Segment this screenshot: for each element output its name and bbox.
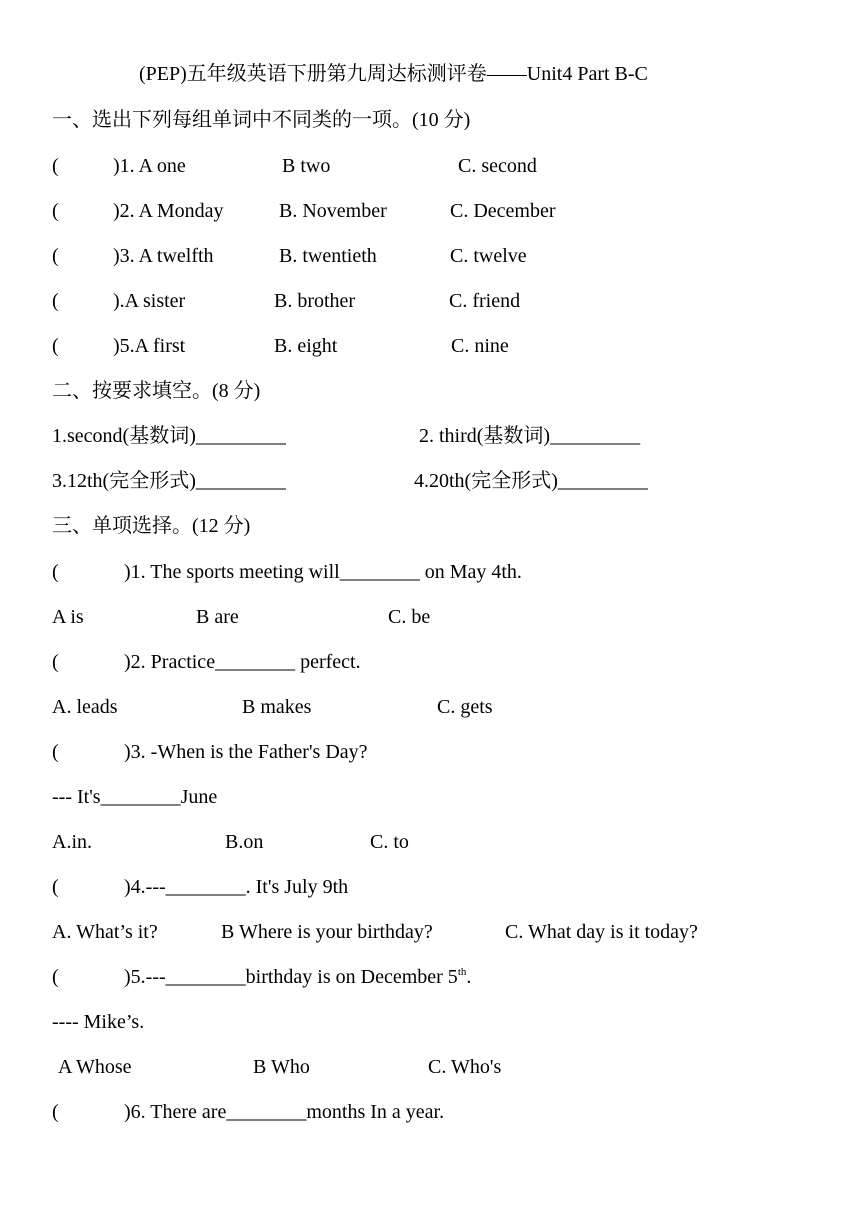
option-a: )1. A one [113, 155, 186, 177]
option-b: B two [282, 155, 331, 177]
answer-paren: ( [52, 1101, 59, 1123]
answer-paren: ( [52, 290, 59, 312]
question-stem: )4.---________. It's July 9th [124, 876, 349, 898]
option-b: B. November [279, 200, 387, 222]
option-c: C. gets [437, 696, 493, 718]
option-b: B. brother [274, 290, 356, 312]
worksheet-title: (PEP)五年级英语下册第九周达标测评卷——Unit4 Part B-C [139, 63, 648, 85]
question-answer-line: ---- Mike’s. [52, 1011, 145, 1033]
question-stem: )3. -When is the Father's Day? [124, 741, 368, 763]
option-a: A Whose [58, 1056, 132, 1078]
question-stem [124, 965, 471, 989]
fill-item-1: 1.second(基数词)_________ [52, 425, 286, 447]
answer-paren: ( [52, 966, 59, 988]
option-c: C. second [458, 155, 537, 177]
answer-paren: ( [52, 876, 59, 898]
option-c: C. friend [449, 290, 521, 312]
option-b: B.on [225, 831, 264, 853]
option-b: B makes [242, 696, 312, 718]
answer-paren: ( [52, 741, 59, 763]
option-a: )5.A first [113, 335, 186, 357]
option-a: A.in. [52, 831, 92, 853]
section3-heading: 三、单项选择。(12 分) [52, 515, 251, 537]
option-a: A. What’s it? [52, 921, 158, 943]
option-a: ).A sister [113, 290, 186, 312]
option-a: )2. A Monday [113, 200, 224, 222]
option-c: C. twelve [450, 245, 527, 267]
option-a: )3. A twelfth [113, 245, 214, 267]
option-b: B are [196, 606, 239, 628]
section2-heading: 二、按要求填空。(8 分) [52, 380, 261, 402]
answer-paren: ( [52, 561, 59, 583]
option-c: C. What day is it today? [505, 921, 698, 943]
option-a: A. leads [52, 696, 118, 718]
option-c: C. December [450, 200, 556, 222]
option-b: B Where is your birthday? [221, 921, 433, 943]
question-stem: )2. Practice________ perfect. [124, 651, 361, 673]
answer-paren: ( [52, 155, 59, 177]
answer-paren: ( [52, 651, 59, 673]
option-b: B. eight [274, 335, 338, 357]
question-stem: )1. The sports meeting will________ on May 4th. [124, 561, 522, 583]
answer-paren: ( [52, 245, 59, 267]
option-c: C. nine [451, 335, 509, 357]
option-b: B Who [253, 1056, 310, 1078]
answer-paren: ( [52, 200, 59, 222]
question-stem: )6. There are________months In a year. [124, 1101, 445, 1123]
fill-item-2: 2. third(基数词)_________ [419, 425, 641, 447]
option-c: C. Who's [428, 1056, 502, 1078]
option-c: C. to [370, 831, 409, 853]
option-b: B. twentieth [279, 245, 377, 267]
option-c: C. be [388, 606, 431, 628]
ordinal-suffix: th [457, 966, 467, 978]
fill-item-4: 4.20th(完全形式)_________ [414, 470, 648, 492]
answer-paren: ( [52, 335, 59, 357]
section1-heading: 一、选出下列每组单词中不同类的一项。(10 分) [52, 109, 471, 131]
option-a: A is [52, 606, 84, 628]
question-stem-text: )5.---________birthday is on December 5 [124, 966, 458, 988]
question-stem-end: . [466, 966, 472, 988]
question-answer-line: --- It's________June [52, 786, 218, 808]
fill-item-3: 3.12th(完全形式)_________ [52, 470, 286, 492]
